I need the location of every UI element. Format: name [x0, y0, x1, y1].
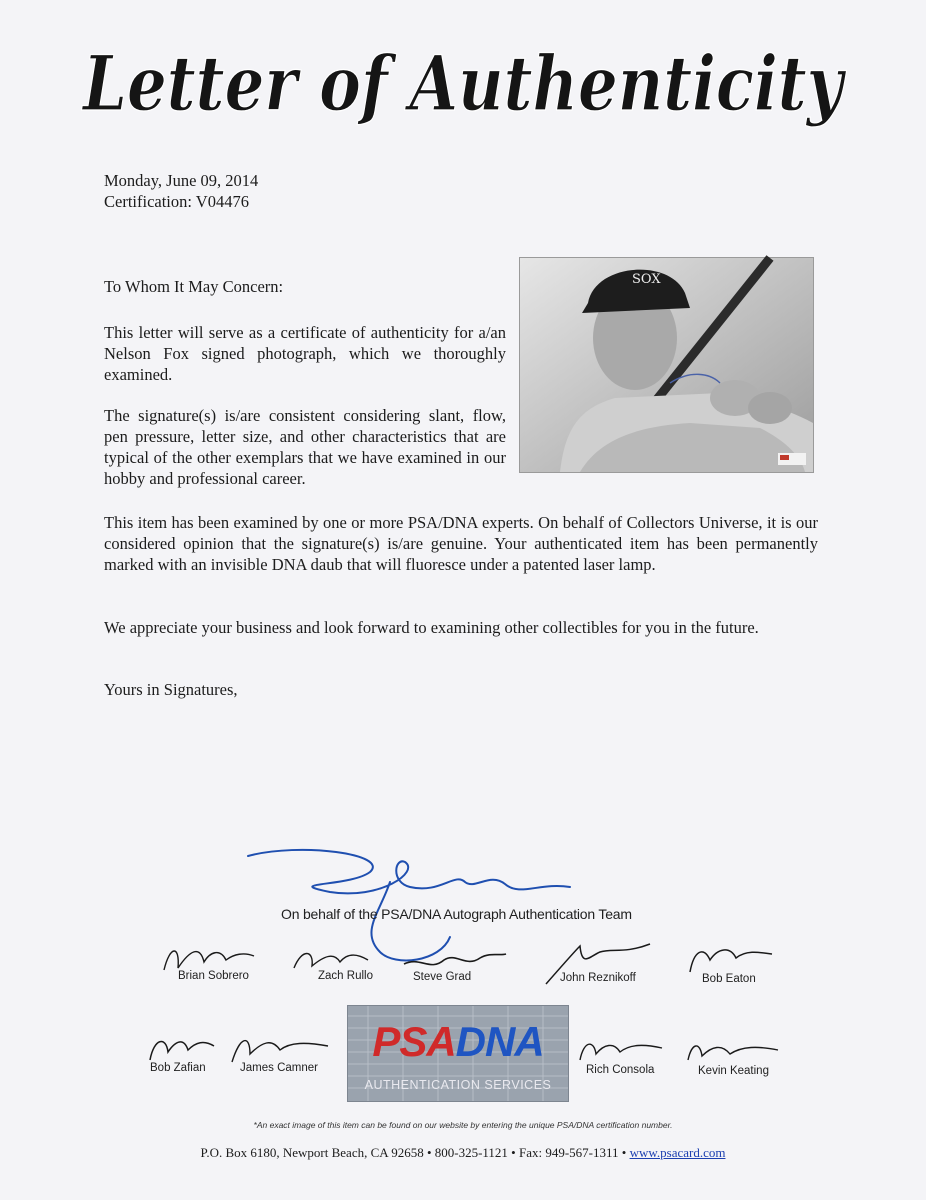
signature-rich-consola — [574, 1034, 664, 1064]
paragraph-examination: This item has been examined by one or more PSA/DNA experts. On behalf of Collectors Universe, it is our considered opinion that the signature(s) is/are genuine. Your authenticated item has been permanently marked with an invisible DNA daub that will fluoresce under a patented laser lamp. — [104, 513, 818, 574]
website-link[interactable]: www.psacard.com — [629, 1145, 726, 1160]
paragraph-signature-consistency: The signature(s) is/are consistent considering slant, flow, pen pressure, letter size, and other characteristics that are typical of the other exemplars that we have examined in our hobby and professional career. — [104, 406, 506, 488]
signature-bob-eaton — [684, 940, 774, 976]
paragraph-appreciation: We appreciate your business and look forward to examining other collectibles for you in the future. — [104, 618, 759, 637]
on-behalf-line: On behalf of the PSA/DNA Autograph Authentication Team — [281, 906, 632, 922]
name-brian-sobrero: Brian Sobrero — [178, 970, 249, 982]
certification-number: Certification: V04476 — [104, 192, 249, 211]
paragraph-certificate: This letter will serve as a certificate of authenticity for a/an Nelson Fox signed photograph, which we thoroughly examined. — [104, 323, 506, 384]
footnote: *An exact image of this item can be found on our website by entering the unique PSA/DNA certification number. — [253, 1120, 673, 1130]
signature-bob-zafian — [144, 1030, 216, 1064]
signature-james-camner — [226, 1030, 330, 1066]
letter-meta — [104, 170, 258, 212]
name-bob-eaton: Bob Eaton — [702, 973, 756, 985]
psa-dna-logo-mark — [348, 1018, 568, 1066]
salutation: To Whom It May Concern: — [104, 277, 284, 296]
name-james-camner: James Camner — [240, 1062, 318, 1074]
closing: Yours in Signatures, — [104, 680, 238, 699]
name-zach-rullo: Zach Rullo — [318, 970, 373, 982]
name-john-reznikoff: John Reznikoff — [560, 972, 636, 984]
footer-address — [0, 1145, 926, 1161]
dna-logo-text: DNA — [455, 1018, 544, 1065]
letter-title — [40, 22, 886, 142]
name-bob-zafian: Bob Zafian — [150, 1062, 206, 1074]
authentication-services-text: AUTHENTICATION SERVICES — [364, 1078, 552, 1092]
name-kevin-keating: Kevin Keating — [698, 1065, 769, 1077]
svg-text:SOX: SOX — [632, 272, 661, 287]
signed-photograph — [519, 257, 814, 473]
name-steve-grad: Steve Grad — [413, 971, 472, 983]
footer-contact: P.O. Box 6180, Newport Beach, CA 92658 • 800-325-1121 • Fax: 949-567-1311 • — [200, 1145, 630, 1160]
letter-date: Monday, June 09, 2014 — [104, 171, 259, 190]
signature-kevin-keating — [682, 1036, 780, 1066]
psa-logo-text: PSA — [372, 1018, 456, 1065]
psa-dna-logo — [347, 1005, 569, 1102]
letter-title-text: Letter of Authenticity — [81, 39, 847, 128]
name-rich-consola: Rich Consola — [586, 1064, 655, 1076]
